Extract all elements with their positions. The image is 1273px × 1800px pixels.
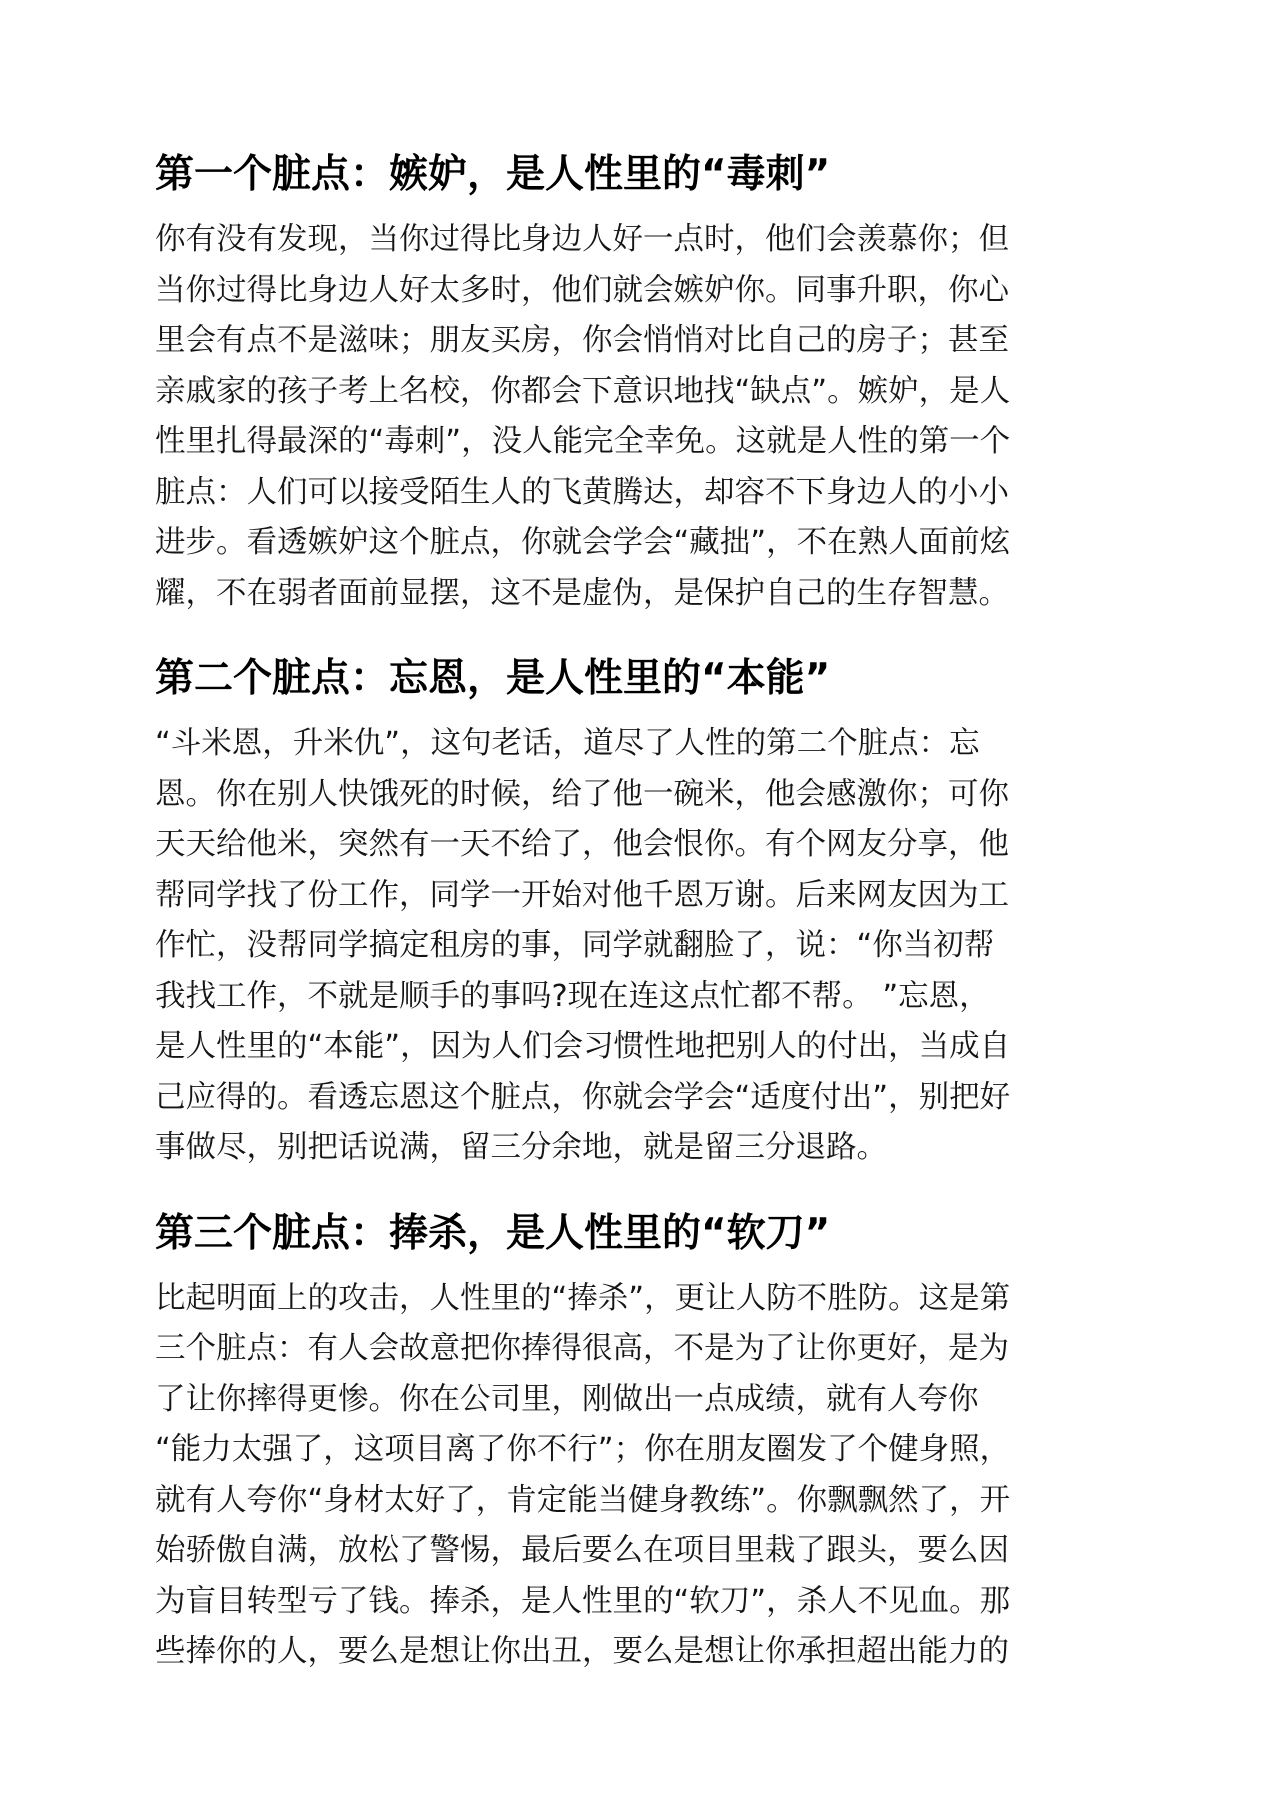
text-line: 始骄傲自满，放松了警惕，最后要么在项目里栽了跟头，要么因 [155,1533,1009,1568]
text-line: 亲戚家的孩子考上名校，你都会下意识地找“缺点”。嫉妒，是人 [155,373,1011,409]
text-line: 恩。你在别人快饿死的时候，给了他一碗米，他会感激你；可你 [155,776,1009,812]
section-ingratitude [155,649,1123,1174]
section-title: 第三个脏点：捧杀，是人性里的“软刀” [155,1210,831,1256]
text-line: 了让你摔得更惨。你在公司里，刚做出一点成绩，就有人夸你 [155,1381,979,1417]
text-line: 里会有点不是滋味；朋友买房，你会悄悄对比自己的房子；甚至 [155,323,1009,358]
text-line: 是人性里的“本能”，因为人们会习惯性地把别人的付出，当成自 [155,1029,1011,1064]
text-line: “斗米恩，升米仇”，这句老话，道尽了人性的第二个脏点：忘 [155,726,980,761]
text-line: 进步。看透嫉妒这个脏点，你就会学会“藏拙”，不在熟人面前炫 [155,525,1011,560]
text-line: “能力太强了，这项目离了你不行”；你在朋友圈发了个健身照， [155,1432,1011,1467]
text-line: 比起明面上的攻击，人性里的“捧杀”，更让人防不胜防。这是第 [155,1280,1011,1316]
section-envy [155,145,1123,619]
section-paragraph [155,215,1123,619]
text-line: 你有没有发现，当你过得比身边人好一点时，他们会羡慕你；但 [155,222,1009,257]
text-line: 己应得的。看透忘恩这个脏点，你就会学会“适度付出”，别把好 [155,1079,1011,1115]
section-paragraph [155,719,1123,1174]
text-line: 脏点：人们可以接受陌生人的飞黄腾达，却容不下身边人的小小 [155,474,1009,510]
text-line: 我找工作，不就是顺手的事吗?现在连这点忙都不帮。 ”忘恩， [155,978,990,1014]
text-line: 就有人夸你“身材太好了，肯定能当健身教练”。你飘飘然了，开 [155,1482,1011,1518]
text-line: 帮同学找了份工作，同学一开始对他千恩万谢。后来网友因为工 [155,877,1009,913]
text-line: 耀，不在弱者面前显摆，这不是虚伪，是保护自己的生存智慧。 [155,575,1009,611]
document-page [155,145,1123,1708]
section-paragraph [155,1274,1123,1678]
text-line: 为盲目转型亏了钱。捧杀，是人性里的“软刀”，杀人不见血。那 [155,1583,1011,1619]
section-title: 第一个脏点：嫉妒，是人性里的“毒刺” [155,152,831,197]
text-line: 些捧你的人，要么是想让你出丑，要么是想让你承担超出能力的 [155,1634,1009,1669]
text-line: 事做尽，别把话说满，留三分余地，就是留三分退路。 [155,1130,887,1165]
text-line: 天天给他米，突然有一天不给了，他会恨你。有个网友分享，他 [155,827,1009,862]
text-line: 性里扎得最深的“毒刺”，没人能完全幸免。这就是人性的第一个 [155,424,1011,459]
section-title: 第二个脏点：忘恩，是人性里的“本能” [155,656,831,701]
text-line: 作忙，没帮同学搞定租房的事，同学就翻脸了，说：“你当初帮 [155,928,995,963]
text-line: 当你过得比身边人好太多时，他们就会嫉妒你。同事升职，你心 [155,272,1009,308]
text-line: 三个脏点：有人会故意把你捧得很高，不是为了让你更好，是为 [155,1331,1009,1366]
section-flattery [155,1204,1123,1678]
